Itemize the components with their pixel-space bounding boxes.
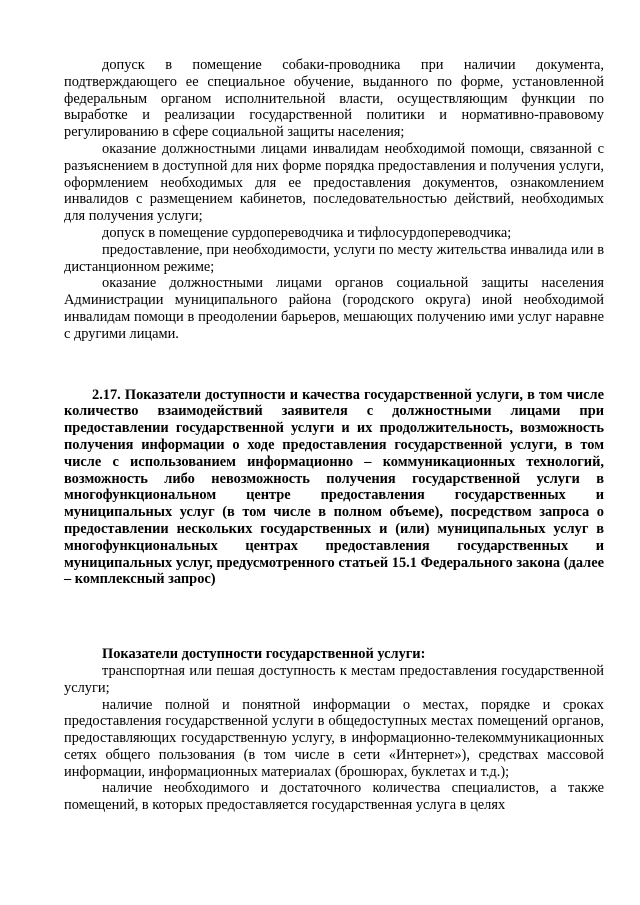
accessibility-measures-list (64, 57, 604, 343)
paragraph-remote-service: предоставление, при необходимости, услуги по месту жительства инвалида или в дистанционном режиме; (64, 241, 604, 275)
accessibility-indicators-list (64, 663, 604, 814)
paragraph-sign-interpreter: допуск в помещение сурдопереводчика и тифлосурдопереводчика; (102, 224, 512, 241)
paragraph-staff-assistance: оказание должностными лицами инвалидам необходимой помощи, связанной с разъяснением в доступной для них форме порядка предоставления и получения услуги, оформлением необходимых для ее предоставления документов, ознакомлением инвалидов с размещением кабинетов, последовательностью действий, необходимых для получения услуги; (64, 140, 604, 225)
paragraph-guide-dog: допуск в помещение собаки-проводника при наличии документа, подтверждающего ее специальное обучение, выданного по форме, установленной федеральным органом исполнительной власти, осуществляющим функции по выработке и реализации государственной политики и нормативно-правовому регулированию в сфере социальной защиты населения; (64, 57, 604, 141)
paragraph-transport-access: транспортная или пешая доступность к местам предоставления государственной услуги; (64, 662, 604, 696)
paragraph-barrier-help: оказание должностными лицами органов социальной защиты населения Администрации муниципального района (городского округа) иной необходимой инвалидам помощи в преодолении барьеров, мешающих получению ими услуг наравне с другими лицами. (64, 275, 604, 342)
paragraph-staff-and-premises: наличие необходимого и достаточного количества специалистов, а также помещений, в которых предоставляется государственная услуга в целях (64, 780, 604, 814)
section-heading-2-17: 2.17. Показатели доступности и качества государственной услуги, в том числе количество взаимодействий заявителя с должностными лицами при предоставлении государственной услуги и их продолжительность, возможность получения информации о ходе предоставления государственной услуги, в том числе с использованием информационно – коммуникационных технологий, возможность либо невозможность получения государственной услуги в многофункциональном центре предоставления государственных и муниципальных услуг (в том числе в полном объеме), посредством запроса о предоставлении нескольких государственных и (или) муниципальных услуг в многофункциональных центрах предоставления государственных и муниципальных услуг, предусмотренного статьей 15.1 Федерального закона (далее – комплексный запрос) (64, 386, 604, 588)
paragraph-information-availability: наличие полной и понятной информации о местах, порядке и сроках предоставления государственной услуги в общедоступных местах помещений органов, предоставляющих государственную услугу, в информационно-телекоммуникационных сетях общего пользования (в том числе в сети «Интернет»), средствах массовой информации, информационных материалах (брошюрах, буклетах и т.д.); (64, 696, 604, 780)
subheading-accessibility-indicators: Показатели доступности государственной услуги: (102, 646, 426, 663)
